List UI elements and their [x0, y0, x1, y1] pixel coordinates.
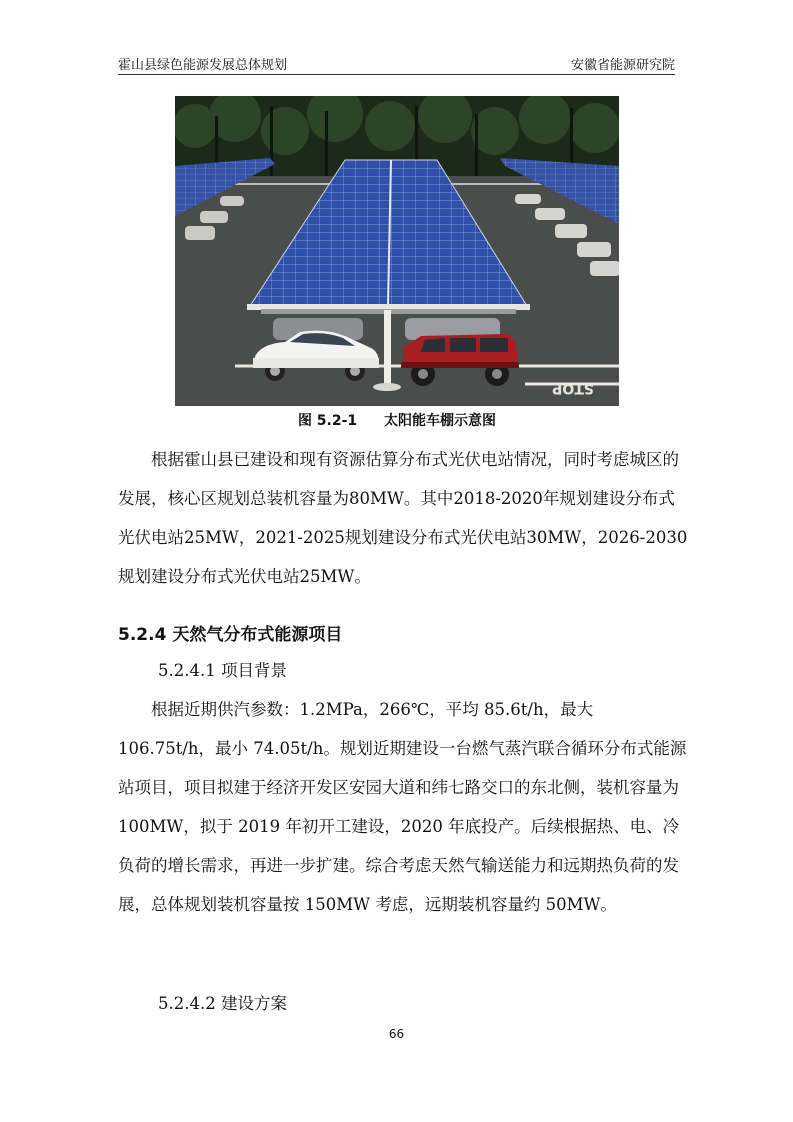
subsection-construction-plan: 5.2.4.2 建设方案 [158, 994, 287, 1013]
stop-road-marking: STOP [552, 380, 594, 396]
support-pole [384, 310, 391, 386]
solar-carport-photo [175, 96, 619, 406]
subsection-background: 5.2.4.1 项目背景 [158, 661, 287, 680]
page-number: 66 [388, 1027, 405, 1041]
page-header [118, 50, 675, 75]
header-document-title: 霍山县绿色能源发展总体规划 [118, 58, 288, 73]
figure-title: 太阳能车棚示意图 [384, 413, 497, 429]
figure-caption [175, 410, 619, 430]
paragraph-project-background: 根据近期供汽参数：1.2MPa，266℃，平均 85.6t/h，最大 106.75t/h，最小 74.05t/h。规划近期建设一台燃气蒸汽联合循环分布式能源站项目，项目拟建于经济开发区安园大道和纬七路交口的东北侧，装机容量为 100MW，拟于 2019 年初开工建设，2020 年底投产。后续根据热、电、冷负荷的增长需求，再进一步扩建。综合考虑天然气输送能力和远期热负荷的发展，总体规划装机容量按 150MW 考虑，远期装机容量约 50MW。 [118, 700, 687, 914]
section-heading: 5.2.4 天然气分布式能源项目 [118, 625, 343, 645]
header-organization: 安徽省能源研究院 [570, 58, 675, 73]
paragraph-solar-plan: 根据霍山县已建设和现有资源估算分布式光伏电站情况，同时考虑城区的发展，核心区规划总装机容量为80MW。其中2018-2020年规划建设分布式光伏电站25MW，2021-2025规划建设分布式光伏电站30MW，2026-2030规划建设分布式光伏电站25MW。 [118, 450, 688, 586]
figure-label: 图 5.2-1 [297, 413, 358, 429]
